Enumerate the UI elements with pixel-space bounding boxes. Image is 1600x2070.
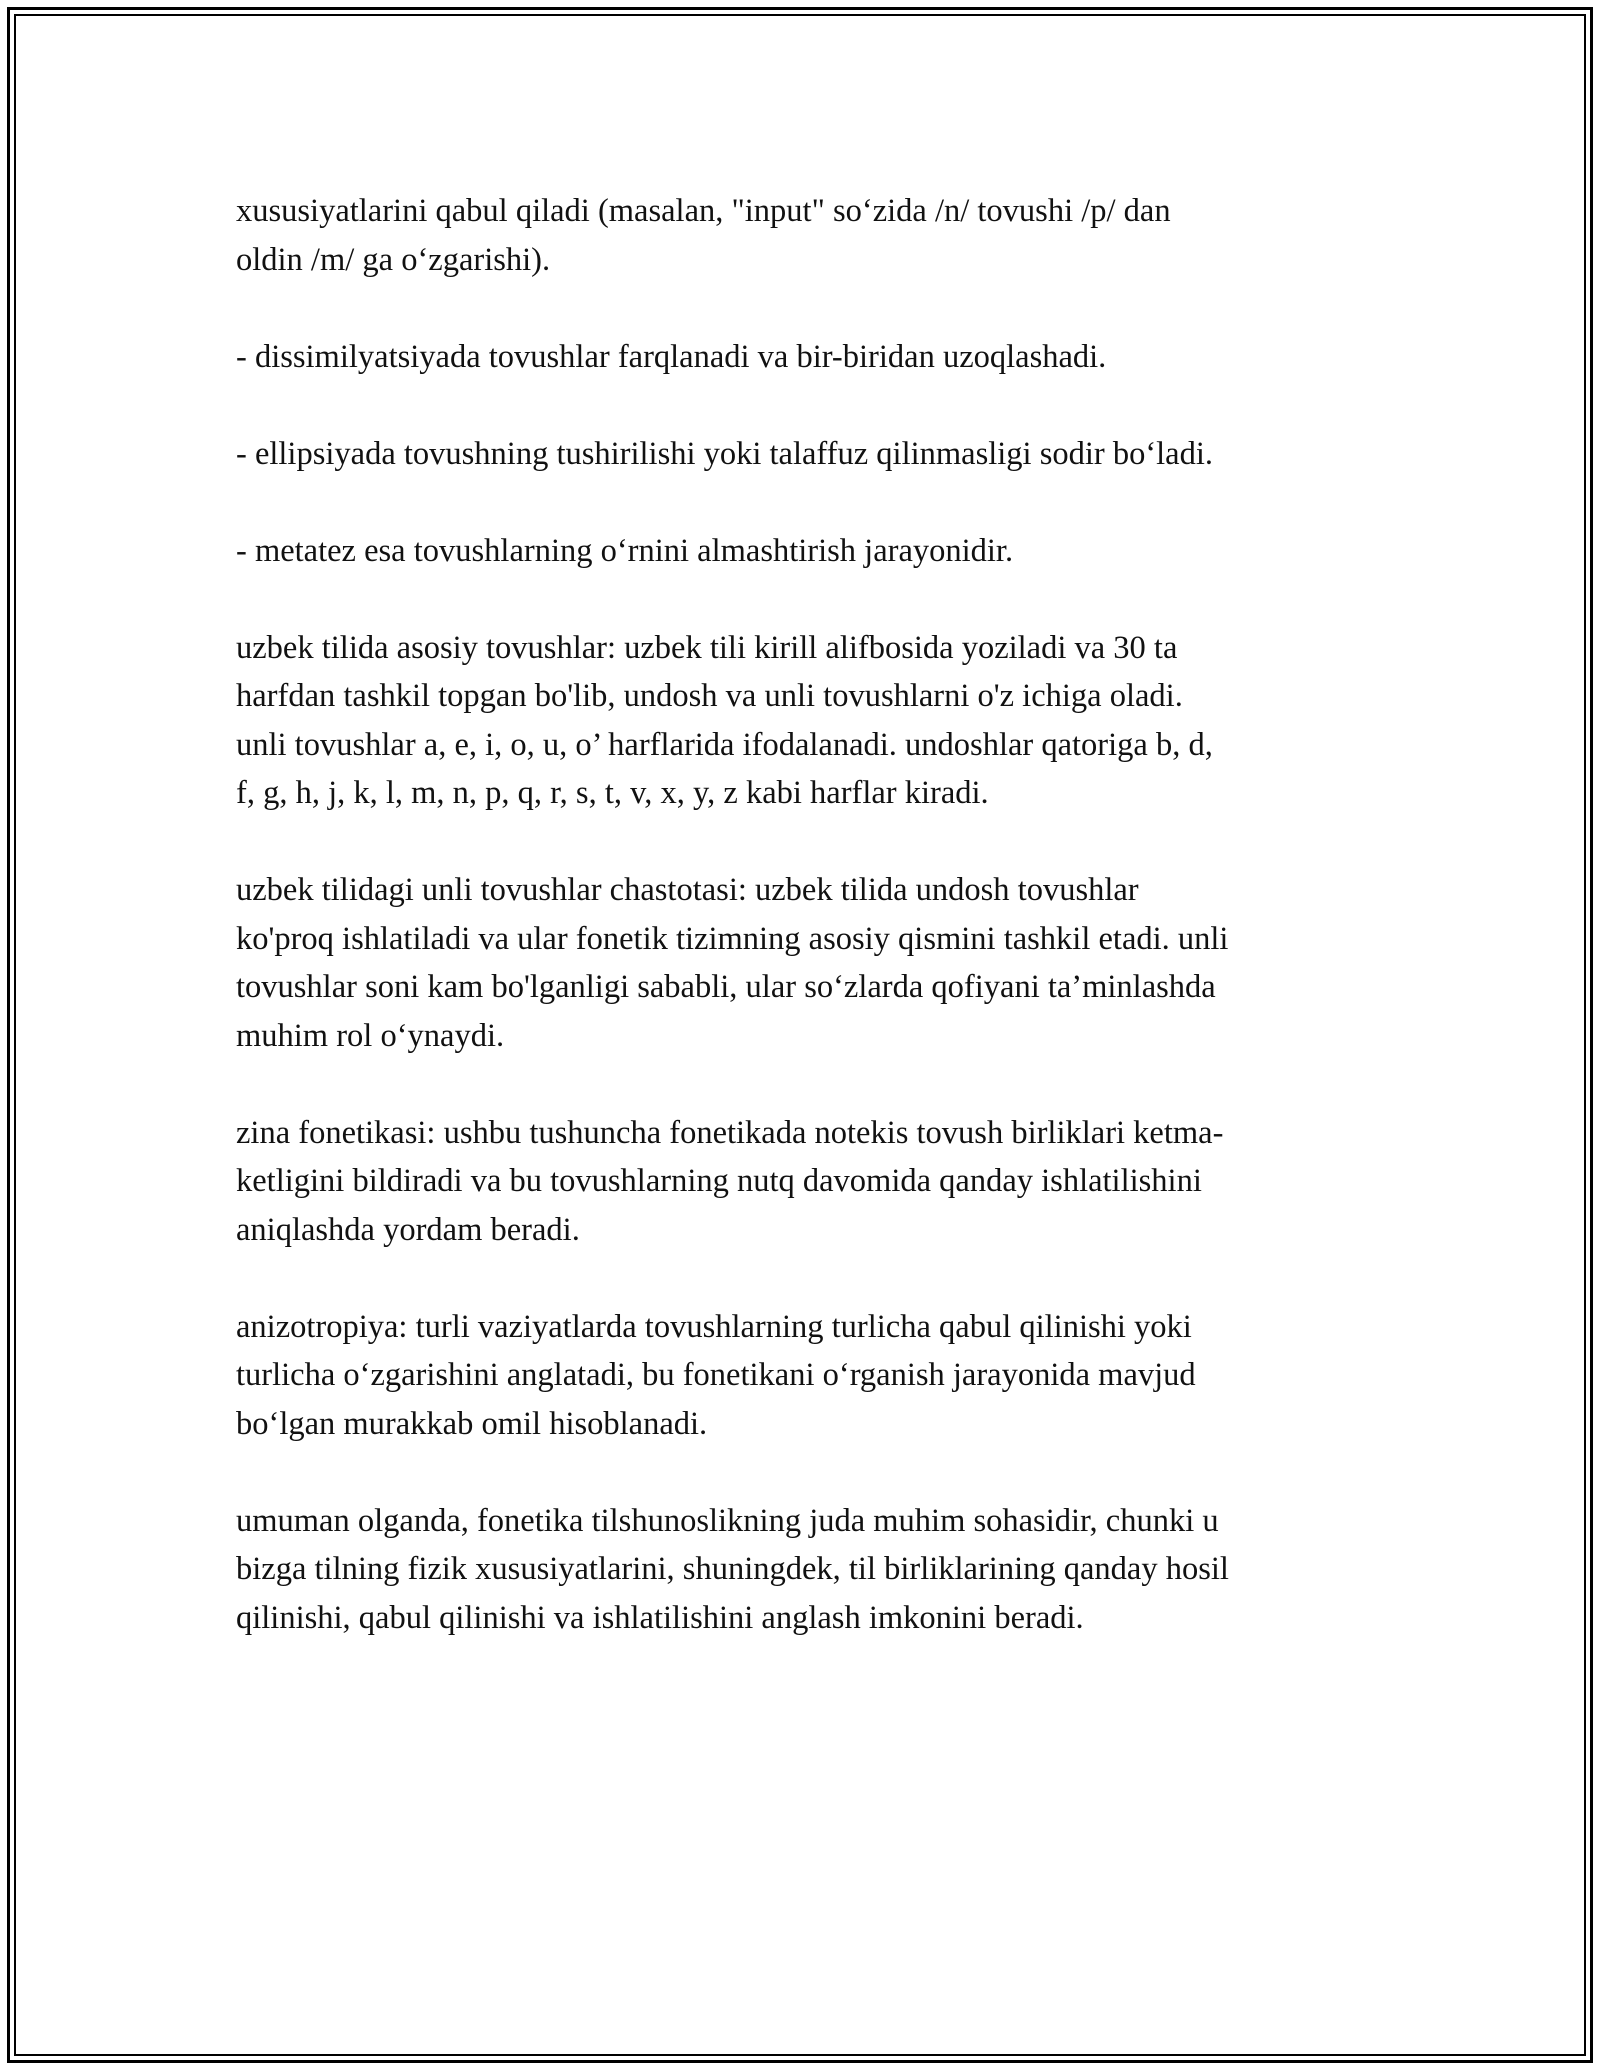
paragraph-metathesis: - metatez esa tovushlarning o‘rnini almashtirish jarayonidir. [236, 532, 1014, 569]
paragraph-vowel-frequency: uzbek tilidagi unli tovushlar chastotasi: uzbek tilida undosh tovushlar ko'proq ishlatiladi va ular fonetik tizimning asosiy qismini tashkil etadi. unli tovushlar soni kam bo'lganligi sababli, ular so‘zlarda qofiyani ta’minlashda muhim rol o‘ynaydi. [236, 872, 1229, 1054]
paragraph-main-sounds: uzbek tilida asosiy tovushlar: uzbek tili kirill alifbosida yoziladi va 30 ta harfdan tashkil topgan bo'lib, undosh va unli tovushlarni o'z ichiga oladi. unli tovushlar a, e, i, o, u, o’ harflarida ifodalanadi. undoshlar qatoriga b, d, f, g, h, j, k, l, m, n, p, q, r, s, t, v, x, y, z kabi harflar kiradi. [236, 629, 1213, 811]
paragraph-zina-phonetics: zina fonetikasi: ushbu tushuncha fonetikada notekis tovush birliklari ketma- ketligini bildiradi va bu tovushlarning nutq davomida qanday ishlatilishini aniqlashda yordam beradi. [236, 1114, 1224, 1248]
paragraph-ellipsis: - ellipsiyada tovushning tushirilishi yoki talaffuz qilinmasligi sodir bo‘ladi. [236, 435, 1213, 472]
paragraph-anisotropy: anizotropiya: turli vaziyatlarda tovushlarning turlicha qabul qilinishi yoki turlicha o‘zgarishini anglatadi, bu fonetikani o‘rganish jarayonida mavjud bo‘lgan murakkab omil hisoblanadi. [236, 1308, 1196, 1442]
paragraph-assimilation-continued: xususiyatlarini qabul qiladi (masalan, "input" so‘zida /n/ tovushi /p/ dan oldin /m/ ga o‘zgarishi). [236, 193, 1171, 278]
paragraph-conclusion: umuman olganda, fonetika tilshunoslikning juda muhim sohasidir, chunki u bizga tilning fizik xususiyatlarini, shuningdek, til birliklarining qanday hosil qilinishi, qabul qilinishi va ishlatilishini anglash imkonini beradi. [236, 1502, 1229, 1636]
document-body [236, 187, 1366, 1691]
paragraph-dissimilation: - dissimilyatsiyada tovushlar farqlanadi va bir-biridan uzoqlashadi. [236, 338, 1107, 375]
